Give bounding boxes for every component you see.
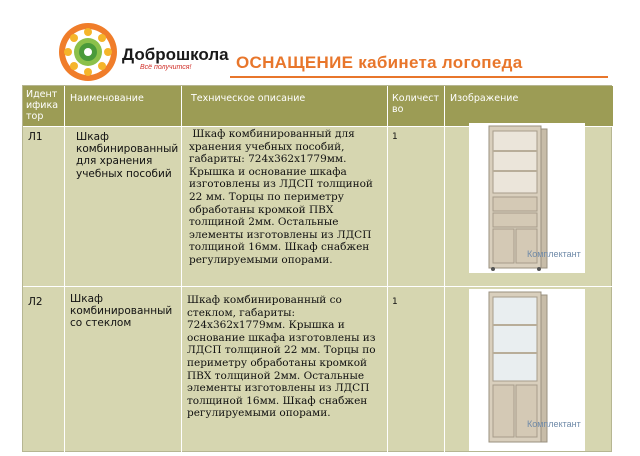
row-1-quantity: 1 (392, 132, 398, 142)
brand-name: Доброшкола (122, 45, 229, 64)
row-1-id: Л1 (28, 131, 43, 143)
column-divider (387, 86, 388, 453)
header-description: Техническое описание (191, 93, 306, 104)
equipment-table (22, 85, 612, 452)
header-id: Идентификатор (26, 89, 59, 122)
row-2-watermark: Комплектант (527, 419, 581, 429)
header-image: Изображение (450, 93, 519, 104)
header-image-cell (445, 86, 613, 126)
column-divider (181, 86, 182, 453)
row-2-description: Шкаф комбинированный со стеклом, габариты: 724х362х1779мм. Крышка и основание шкафа изготовлены из ЛДСП толщиной 22 мм. Торцы по периметру обработаны кромкой ПВХ толщиной 2мм. Остальные элементы изготовлены из ЛДСП толщиной 16мм. Шкаф снабжен регулируемыми опорами. (187, 294, 376, 420)
row-1-name: Шкаф комбинированный для хранения учебных пособий (76, 131, 179, 180)
brand-slogan: Всё получится! (140, 64, 192, 71)
header-quantity: Количество (392, 93, 440, 115)
header-name: Наименование (70, 93, 144, 104)
row-2-id: Л2 (28, 296, 43, 308)
row-2-name: Шкаф комбинированный со стеклом (70, 293, 173, 330)
column-divider (444, 86, 445, 453)
header-name-cell (65, 86, 181, 126)
page-title: ОСНАЩЕНИЕ кабинета логопеда (236, 53, 523, 72)
title-underline (230, 76, 608, 78)
row-1-description: Шкаф комбинированный для хранения учебных пособий, габариты: 724х362х1779мм. Крышка и основание шкафа изготовлены из ЛДСП толщиной 22 мм. Торцы по периметру обработаны кромкой ПВХ толщиной 2мм. Остальные элементы изготовлены из ЛДСП толщиной 16мм. Шкаф снабжен регулируемыми опорами. (189, 128, 377, 266)
header-description-cell (182, 86, 387, 126)
row-2-image (469, 289, 585, 451)
row-2-quantity: 1 (392, 297, 398, 307)
row-1-image (469, 123, 585, 273)
row-1-watermark: Комплектант (527, 249, 581, 259)
column-divider (64, 86, 65, 453)
dobroshkola-logo (58, 22, 118, 82)
row-divider (23, 286, 613, 287)
